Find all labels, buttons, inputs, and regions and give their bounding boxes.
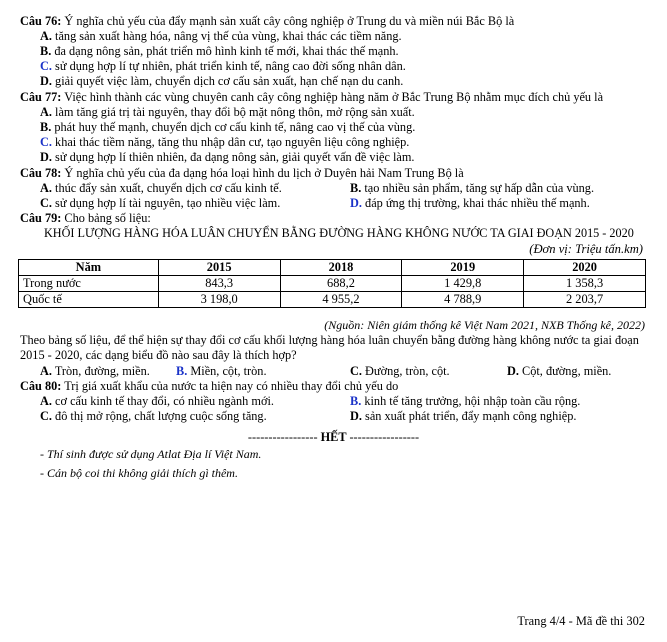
- q80-option-a: A. cơ cấu kinh tế thay đổi, có nhiều ngành mới.: [40, 394, 274, 408]
- table-cell: 4 955,2: [280, 292, 402, 308]
- question-76-text: Ý nghĩa chủ yếu của đẩy mạnh sản xuất cây công nghiệp ở Trung du và miền núi Bắc Bộ là: [61, 14, 515, 28]
- table-header-cell: 2018: [280, 260, 402, 276]
- table-row-label: Quốc tế: [19, 292, 159, 308]
- q78-option-a: A. thúc đẩy sản xuất, chuyển dịch cơ cấu kinh tế.: [40, 181, 282, 195]
- q79-option-b: B. Miền, cột, tròn.: [176, 364, 267, 378]
- q80-option-c: C. đô thị mở rộng, chất lượng cuộc sống tăng.: [40, 409, 267, 423]
- data-table: [18, 259, 646, 308]
- table-row-label: Trong nước: [19, 276, 159, 292]
- q77-option-c: C. khai thác tiềm năng, tăng thu nhập dân cư, tạo nguyên liệu công nghiệp.: [40, 135, 410, 149]
- q80-option-b: B. kinh tế tăng trưởng, hội nhập toàn cầu rộng.: [350, 394, 581, 408]
- page-footer: Trang 4/4 - Mã đề thi 302: [517, 614, 645, 628]
- question-77-label: Câu 77:: [20, 90, 62, 104]
- table-header-row: [19, 260, 646, 276]
- table-cell: 2 203,7: [524, 292, 646, 308]
- note-proctor: - Cán bộ coi thi không giải thích gì thêm.: [40, 466, 238, 480]
- q78-option-d: D. đáp ứng thị trường, khai thác nhiều thế mạnh.: [350, 196, 590, 210]
- table-cell: 1 358,3: [524, 276, 646, 292]
- table-cell: 688,2: [280, 276, 402, 292]
- q79-option-c: C. Đường, tròn, cột.: [350, 364, 450, 378]
- q79-option-a: A. Tròn, đường, miền.: [40, 364, 150, 378]
- question-79-prompt: Theo bảng số liệu, để thể hiện sự thay đổi cơ cấu khối lượng hàng hóa luân chuyển bằng đường hàng không nước ta giai đoạn 2015 - 2020, các dạng biểu đồ nào sau đây là thích hợp?: [20, 333, 639, 362]
- table-header-cell: 2020: [524, 260, 646, 276]
- question-76-label: Câu 76:: [20, 14, 62, 28]
- end-dashes-left: -----------------: [247, 430, 318, 444]
- q77-option-d: D. sử dụng hợp lí thiên nhiên, đa dạng nông sản, giải quyết vấn đề việc làm.: [40, 150, 415, 164]
- question-80-text: Trị giá xuất khẩu của nước ta hiện nay có nhiều thay đổi chủ yếu do: [61, 379, 399, 393]
- table-cell: 1 429,8: [402, 276, 524, 292]
- table-row: [19, 292, 646, 308]
- q78-option-b: B. tạo nhiều sản phẩm, tăng sự hấp dẫn của vùng.: [350, 181, 595, 195]
- q79-option-d: D. Cột, đường, miền.: [507, 364, 612, 378]
- question-79: [20, 211, 151, 226]
- q76-option-a: A. tăng sản xuất hàng hóa, nâng vị thế của vùng, khai thác các tiềm năng.: [40, 29, 402, 43]
- end-word: HẾT: [317, 430, 350, 444]
- question-80-label: Câu 80:: [20, 379, 62, 393]
- table-header-cell: 2019: [402, 260, 524, 276]
- q76-option-d: D. giải quyết việc làm, chuyển dịch cơ cấu sản xuất, hạn chế nạn du canh.: [40, 74, 404, 88]
- table-source: (Nguồn: Niên giám thống kê Việt Nam 2021, NXB Thống kê, 2022): [324, 318, 645, 332]
- table-unit: (Đơn vị: Triệu tấn.km): [529, 242, 643, 256]
- q77-option-b: B. phát huy thế mạnh, chuyển dịch cơ cấu kinh tế, nâng cao vị thế của vùng.: [40, 120, 416, 134]
- question-79-label: Câu 79:: [20, 211, 62, 225]
- question-76: [20, 14, 514, 29]
- table-cell: 3 198,0: [158, 292, 280, 308]
- q76-option-b: B. đa dạng nông sản, phát triển mô hình kinh tế mới, khai thác thế mạnh.: [40, 44, 399, 58]
- table-row: [19, 276, 646, 292]
- end-marker: [0, 430, 667, 445]
- question-77-text: Việc hình thành các vùng chuyên canh cây công nghiệp hàng năm ở Bắc Trung Bộ nhằm mục đích chủ yếu là: [61, 90, 604, 104]
- question-78-label: Câu 78:: [20, 166, 62, 180]
- end-dashes-right: -----------------: [349, 430, 420, 444]
- question-77: [20, 90, 603, 105]
- note-atlas: - Thí sinh được sử dụng Atlat Địa lí Việt Nam.: [40, 447, 262, 461]
- question-78-text: Ý nghĩa chủ yếu của đa dạng hóa loại hình du lịch ở Duyên hải Nam Trung Bộ là: [61, 166, 464, 180]
- q78-option-c: C. sử dụng hợp lí tài nguyên, tạo nhiều việc làm.: [40, 196, 281, 210]
- table-cell: 4 788,9: [402, 292, 524, 308]
- question-80: [20, 379, 398, 394]
- table-header-cell: 2015: [158, 260, 280, 276]
- question-79-text: Cho bảng số liệu:: [61, 211, 151, 225]
- table-title: KHỐI LƯỢNG HÀNG HÓA LUÂN CHUYỂN BẰNG ĐƯỜNG HÀNG KHÔNG NƯỚC TA GIAI ĐOẠN 2015 - 2020: [44, 226, 634, 240]
- q80-option-d: D. sản xuất phát triển, đẩy mạnh công nghiệp.: [350, 409, 577, 423]
- table-header-cell: Năm: [19, 260, 159, 276]
- q77-option-a: A. làm tăng giá trị tài nguyên, thay đổi bộ mặt nông thôn, mở rộng sản xuất.: [40, 105, 415, 119]
- q76-option-c: C. sử dụng hợp lí tự nhiên, phát triển kinh tế, nâng cao đời sống nhân dân.: [40, 59, 406, 73]
- question-78: [20, 166, 464, 181]
- table-cell: 843,3: [158, 276, 280, 292]
